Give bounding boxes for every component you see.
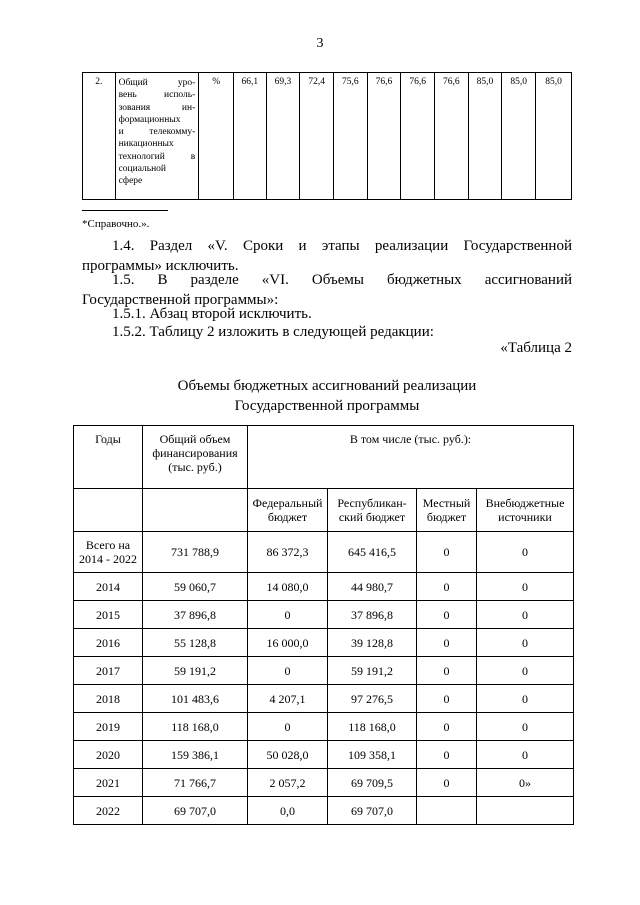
value-cell: 69,3: [266, 73, 300, 200]
republic-cell: 37 896,8: [328, 601, 417, 629]
total-cell: 118 168,0: [143, 713, 248, 741]
value-cell: 72,4: [300, 73, 334, 200]
value-cell: 76,6: [401, 73, 435, 200]
value-cell: 75,6: [333, 73, 367, 200]
footnote: *Справочно.».: [82, 218, 150, 230]
subheader-row: [74, 489, 574, 532]
header-republic: Республикан- ский бюджет: [328, 489, 417, 532]
local-cell: 0: [417, 685, 477, 713]
table-title: Объемы бюджетных ассигнований реализации Государственной программы: [177, 378, 477, 414]
local-cell: 0: [417, 713, 477, 741]
total-year: Всего на 2014 - 2022: [74, 532, 143, 573]
value-cell: 85,0: [502, 73, 536, 200]
header-years: Годы: [74, 426, 143, 489]
year-cell: 2017: [74, 657, 143, 685]
federal-cell: 50 028,0: [248, 741, 328, 769]
offbudget-cell: [477, 797, 574, 825]
total-cell: 71 766,7: [143, 769, 248, 797]
budget-table: [73, 425, 574, 825]
table-label: «Таблица 2: [500, 340, 572, 356]
offbudget-cell: 0: [477, 713, 574, 741]
header-local: Местный бюджет: [417, 489, 477, 532]
offbudget-cell: 0: [477, 657, 574, 685]
value-cell: 85,0: [468, 73, 502, 200]
header-including: В том числе (тыс. руб.):: [248, 426, 574, 489]
table-row: [74, 685, 574, 713]
total-cell: 37 896,8: [143, 601, 248, 629]
indicator-name: Общий уро- вень исполь- зования ин- формационных и телекомму- никационных технологий в социальной сфере: [115, 73, 199, 200]
republic-cell: 59 191,2: [328, 657, 417, 685]
local-cell: 0: [417, 629, 477, 657]
offbudget-cell: 0»: [477, 769, 574, 797]
republic-cell: 97 276,5: [328, 685, 417, 713]
total-cell: 59 060,7: [143, 573, 248, 601]
offbudget-cell: 0: [477, 532, 574, 573]
header-total: Общий объем финансирования (тыс. руб.): [143, 426, 248, 489]
header-offbudget: Внебюджетные источники: [477, 489, 574, 532]
table-row: [74, 601, 574, 629]
federal-cell: 16 000,0: [248, 629, 328, 657]
row-number: 2.: [83, 73, 116, 200]
year-cell: 2021: [74, 769, 143, 797]
unit-cell: %: [199, 73, 234, 200]
value-cell: 76,6: [367, 73, 401, 200]
table-row: [74, 769, 574, 797]
republic-cell: 118 168,0: [328, 713, 417, 741]
federal-cell: 0: [248, 601, 328, 629]
table-row: [74, 741, 574, 769]
value-cell: 76,6: [434, 73, 468, 200]
paragraph-1-4: 1.4. Раздел «V. Сроки и этапы реализации Государственной программы» исключить.: [82, 238, 572, 274]
republic-cell: 69 709,5: [328, 769, 417, 797]
header-empty: [74, 489, 143, 532]
indicator-table: [82, 72, 572, 200]
total-cell: 731 788,9: [143, 532, 248, 573]
table-row: [74, 797, 574, 825]
table-row: [74, 573, 574, 601]
paragraph-1-5: 1.5. В разделе «VI. Объемы бюджетных ассигнований Государственной программы»:: [82, 272, 572, 308]
year-cell: 2016: [74, 629, 143, 657]
local-cell: 0: [417, 741, 477, 769]
local-cell: [417, 797, 477, 825]
federal-cell: 0: [248, 713, 328, 741]
local-cell: 0: [417, 769, 477, 797]
header-empty: [143, 489, 248, 532]
offbudget-cell: 0: [477, 573, 574, 601]
paragraph-1-5-2: 1.5.2. Таблицу 2 изложить в следующей редакции:: [112, 324, 434, 340]
federal-cell: 0: [248, 657, 328, 685]
table-row: [83, 73, 572, 200]
page-number: 3: [316, 36, 324, 51]
local-cell: 0: [417, 601, 477, 629]
header-federal: Федеральный бюджет: [248, 489, 328, 532]
federal-cell: 14 080,0: [248, 573, 328, 601]
offbudget-cell: 0: [477, 601, 574, 629]
offbudget-cell: 0: [477, 741, 574, 769]
federal-cell: 2 057,2: [248, 769, 328, 797]
total-cell: 69 707,0: [143, 797, 248, 825]
value-cell: 85,0: [536, 73, 572, 200]
local-cell: 0: [417, 532, 477, 573]
total-cell: 159 386,1: [143, 741, 248, 769]
year-cell: 2015: [74, 601, 143, 629]
federal-cell: 86 372,3: [248, 532, 328, 573]
year-cell: 2014: [74, 573, 143, 601]
total-cell: 59 191,2: [143, 657, 248, 685]
year-cell: 2018: [74, 685, 143, 713]
table-row: [74, 657, 574, 685]
republic-cell: 39 128,8: [328, 629, 417, 657]
offbudget-cell: 0: [477, 685, 574, 713]
federal-cell: 4 207,1: [248, 685, 328, 713]
footnote-divider: [82, 210, 168, 211]
federal-cell: 0,0: [248, 797, 328, 825]
header-row: [74, 426, 574, 489]
total-cell: 55 128,8: [143, 629, 248, 657]
republic-cell: 44 980,7: [328, 573, 417, 601]
table-row: [74, 713, 574, 741]
republic-cell: 69 707,0: [328, 797, 417, 825]
republic-cell: 109 358,1: [328, 741, 417, 769]
total-cell: 101 483,6: [143, 685, 248, 713]
table-row: [74, 629, 574, 657]
year-cell: 2022: [74, 797, 143, 825]
republic-cell: 645 416,5: [328, 532, 417, 573]
value-cell: 66,1: [234, 73, 267, 200]
year-cell: 2019: [74, 713, 143, 741]
local-cell: 0: [417, 657, 477, 685]
offbudget-cell: 0: [477, 629, 574, 657]
paragraph-1-5-1: 1.5.1. Абзац второй исключить.: [112, 306, 312, 322]
year-cell: 2020: [74, 741, 143, 769]
total-row: [74, 532, 574, 573]
local-cell: 0: [417, 573, 477, 601]
